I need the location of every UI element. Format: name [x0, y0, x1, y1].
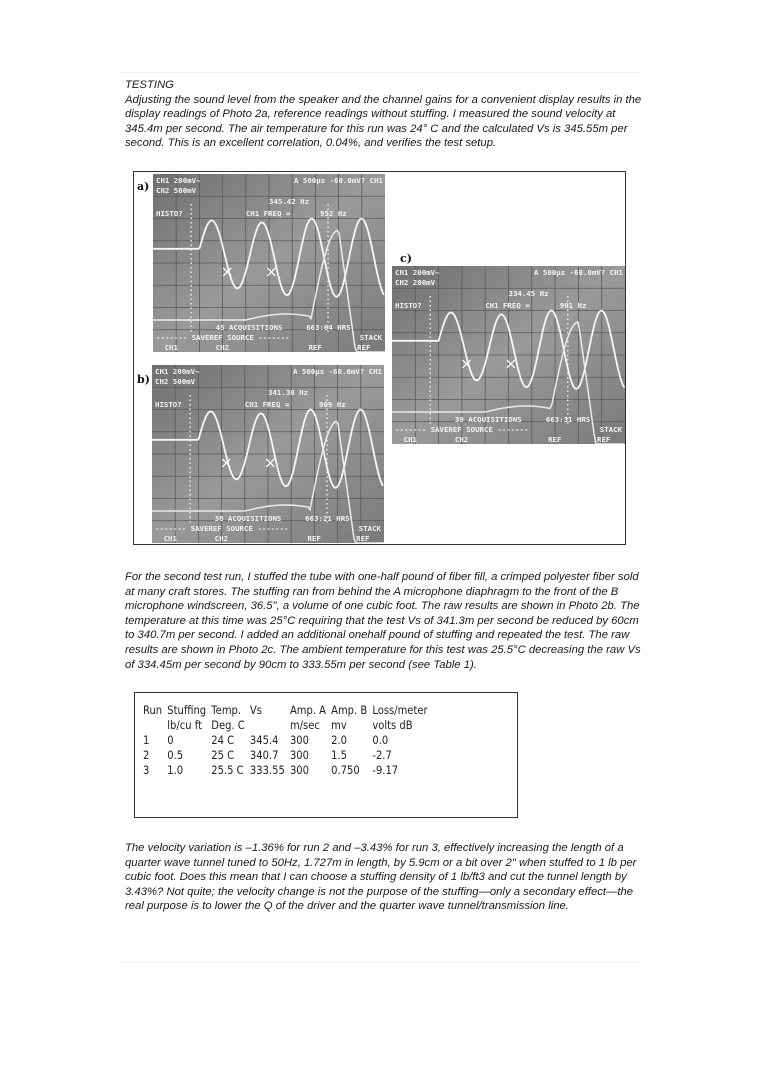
page-rule-bottom [120, 962, 640, 963]
cell: 0.0 [372, 733, 389, 747]
scope-freq-label: CH1 FREQ = [244, 400, 290, 409]
cell: 1.5 [331, 748, 348, 762]
unit-loss: volts dB [372, 718, 413, 732]
scope-channel-label: REF [357, 343, 371, 352]
scope-ch1-scale: CH1 200mV~ [156, 176, 201, 185]
scope-freq-reading: 345.42 Hz [269, 197, 310, 206]
scope-timebase: A 500µs -60.0mV? CH1 [293, 367, 382, 376]
scope-saveref-source: ------- SAVEREF SOURCE ------- [395, 425, 529, 434]
scope-histo: HISTO? [395, 301, 422, 310]
table-row [143, 763, 433, 778]
scope-channel-label: CH2 [214, 534, 228, 543]
scope-channel-label: REF [356, 534, 370, 543]
cell: 25 C [211, 748, 235, 762]
scope-channel-label: REF [597, 435, 611, 444]
scope-hours: 663:04 HRS [306, 323, 351, 332]
scope-channel-label: REF [548, 435, 562, 444]
scope-saveref-source: ------- SAVEREF SOURCE ------- [155, 524, 289, 533]
scope-ch2-scale: CH2 500mV [156, 186, 197, 195]
cell: -9.17 [372, 763, 399, 777]
paragraph-3: The velocity variation is –1.36% for run 2 and –3.43% for run 3, effectively increasing the length of a quarter wave tunnel tuned to 50Hz, 1.727m in length, by 5.9cm or a bit over 2" when stuffed to 1 lb per cubic foot. Does this mean that I can choose a stuffing density of 1 lb/ft3 and cut the tunnel length by 3.43%? Not quite; the velocity change is not the purpose of the stuffing—only a secondary effect—the real purpose is to lower the Q of the driver and the quarter wave tunnel/transmission line. [125, 842, 637, 913]
scope-freq-reading: 341.30 Hz [268, 388, 309, 397]
table-row [143, 748, 433, 763]
scope-channel-label: CH1 [163, 534, 177, 543]
scope-freq-right: 952 Hz [320, 209, 347, 218]
cell: 1.0 [167, 763, 184, 777]
scope-timebase: A 500µs -60.0mV? CH1 [294, 176, 383, 185]
scope-photo-b [152, 365, 384, 543]
scope-freq-right: 909 Hz [319, 400, 346, 409]
paragraph-2: For the second test run, I stuffed the tube with one-half pound of fiber fill, a crimped polyester fiber sold at many craft stores. The stuffing ran from behind the A microphone diaphragm to the front of the B microphone windscreen, 36.5", a volume of one cubic foot. The raw results are shown in Photo 2b. The temperature at this time was 25°C requiring that the test Vs of 341.3m per second be reduced by 60cm to 340.7m per second. I added an additional onehalf pound of stuffing and repeated the test. The raw results are shown in Photo 2c. The ambient temperature for this test was 25.5°C decreasing the raw Vs of 334.45m per second by 90cm to 333.55m per second (see Table 1). [125, 571, 641, 671]
table-1 [134, 692, 518, 818]
scope-freq-reading: 334.45 Hz [508, 289, 549, 298]
scope-channel-label: REF [307, 534, 321, 543]
scope-stack: STACK [359, 333, 382, 342]
scope-ch1-scale: CH1 200mV~ [155, 367, 200, 376]
cell: 2.0 [331, 733, 348, 747]
scope-channel-label: CH1 [403, 435, 418, 444]
cell: 24 C [211, 733, 235, 747]
photo-a-label: a) [137, 180, 150, 193]
scope-hours: 663:21 HRS [305, 514, 350, 523]
col-loss: Loss/meter [372, 703, 428, 717]
cell: 300 [289, 748, 309, 762]
cell: 340.7 [249, 748, 279, 762]
table-unit-row [143, 718, 433, 733]
col-amp-a: Amp. A [289, 703, 326, 717]
col-amp-b: Amp. B [331, 703, 368, 717]
scope-channel-label: CH1 [164, 343, 178, 352]
cell: 25.5 C [211, 763, 244, 777]
scope-ch2-scale: CH2 200mV [395, 278, 436, 287]
scope-freq-label: CH1 FREQ = [485, 301, 530, 310]
scope-photo-c [392, 266, 625, 444]
cell: 1 [143, 733, 150, 747]
scope-acquisitions: 38 ACQUISITIONS [214, 514, 282, 523]
col-run: Run [143, 703, 163, 717]
scope-photo-a [153, 174, 385, 352]
unit-amp-b: mv [331, 718, 347, 732]
scope-histo: HISTO? [156, 209, 183, 218]
table-row [143, 733, 433, 748]
photo-b-label: b) [137, 373, 150, 386]
testing-section [125, 78, 645, 151]
scope-histo: HISTO? [155, 400, 182, 409]
scope-saveref-source: ------- SAVEREF SOURCE ------- [156, 333, 290, 342]
cell: 0.750 [331, 763, 360, 777]
scope-ch1-scale: CH1 200mV~ [395, 268, 440, 277]
scope-stack: STACK [358, 524, 381, 533]
col-temp: Temp. [211, 703, 242, 717]
cell: -2.7 [372, 748, 392, 762]
col-stuffing: Stuffing [167, 703, 207, 717]
scope-channel-label: CH2 [454, 435, 469, 444]
photo-2-figure [133, 171, 626, 545]
scope-ch2-scale: CH2 500mV [155, 377, 196, 386]
cell: 2 [143, 748, 150, 762]
unit-amp-a: m/sec [289, 718, 320, 732]
results-table [143, 703, 433, 778]
table-header-row [143, 703, 433, 718]
cell: 3 [143, 763, 150, 777]
section-heading: TESTING [125, 79, 174, 91]
paragraph-1: Adjusting the sound level from the speaker and the channel gains for a convenient display results in the display readings of Photo 2a, reference readings without stuffing. I measured the sound velocity at 345.4m per second. The air temperature for this run was 24° C and the calculated Vs is 345.55m per second. This is an excellent correlation, 0.04%, and verifies the test setup. [125, 93, 642, 150]
scope-channel-label: CH2 [215, 343, 229, 352]
cell: 0 [167, 733, 174, 747]
scope-freq-right: 901 Hz [559, 301, 587, 310]
scope-channel-label: REF [308, 343, 322, 352]
col-vs: Vs [249, 703, 262, 717]
unit-run [143, 718, 167, 733]
cell: 300 [289, 763, 309, 777]
page-rule-top [120, 72, 640, 73]
scope-freq-label: CH1 FREQ = [245, 209, 291, 218]
scope-acquisitions: 39 ACQUISITIONS [454, 415, 522, 424]
scope-acquisitions: 45 ACQUISITIONS [215, 323, 283, 332]
photo-c-label: c) [400, 252, 412, 265]
scope-timebase: A 500µs -60.0mV? CH1 [534, 268, 623, 277]
unit-temp: Deg. C [211, 718, 245, 732]
cell: 300 [289, 733, 309, 747]
cell: 333.55 [249, 763, 285, 777]
cell: 345.4 [249, 733, 279, 747]
unit-stuffing: lb/cu ft [167, 718, 202, 732]
scope-hours: 663:31 HRS [545, 415, 591, 424]
cell: 0.5 [167, 748, 184, 762]
scope-stack: STACK [599, 425, 622, 434]
unit-vs [250, 718, 290, 733]
